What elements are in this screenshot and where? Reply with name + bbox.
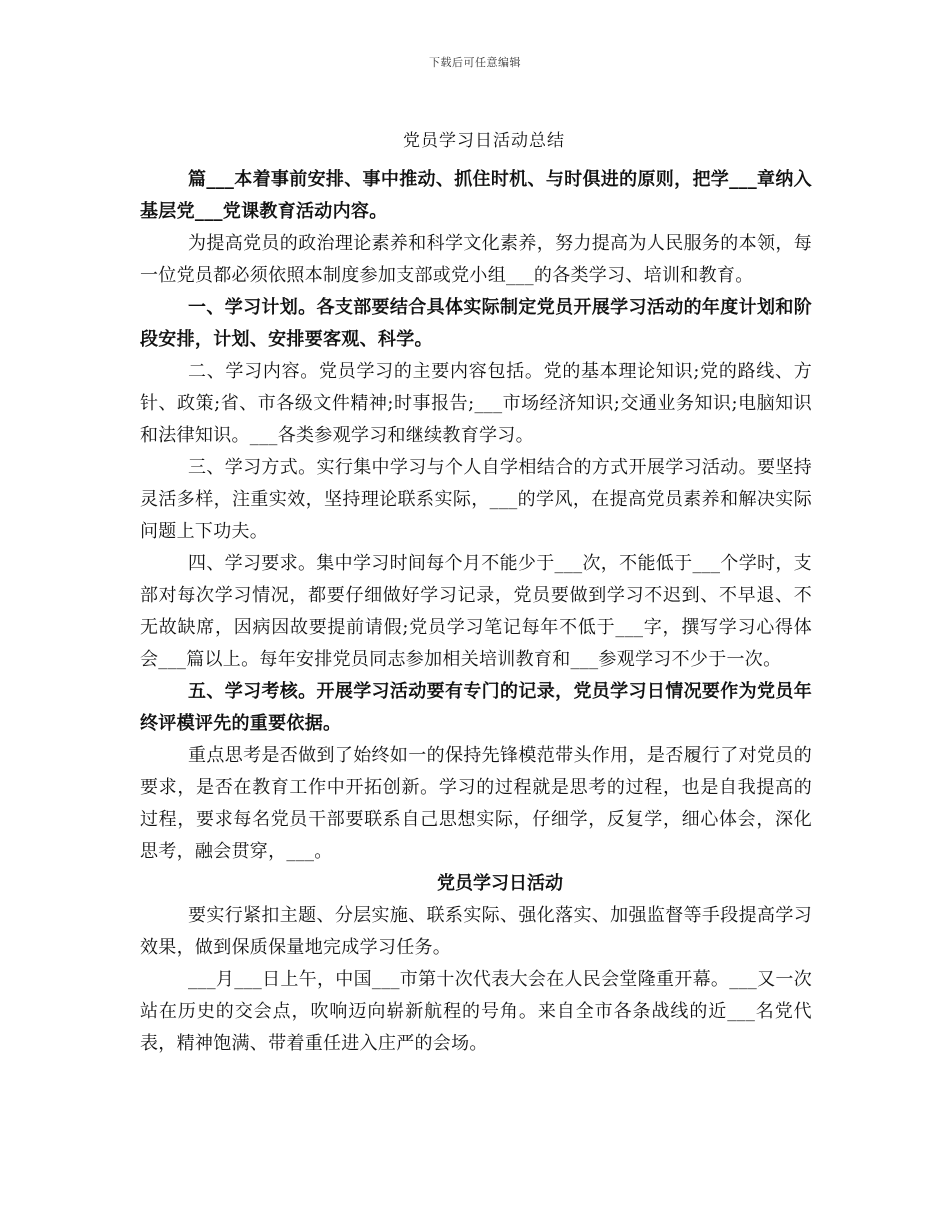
paragraph-reflection: 重点思考是否做到了始终如一的保持先锋模范带头作用，是否履行了对党员的要求，是否在教育工作中开拓创新。学习的过程就是思考的过程，也是自我提高的过程，要求每名党员干部要联系自己思想实际，仔细学，反复学，细心体会，深化思考，融会贯穿，___。	[140, 745, 812, 862]
paragraph-study-assessment: 五、学习考核。开展学习活动要有专门的记录，党员学习日情况要作为党员年终评模评先的重要依据。	[140, 681, 812, 734]
document-title: 党员学习日活动总结	[403, 131, 565, 151]
paragraph-intro: 篇___本着事前安排、事中推动、抓住时机、与时俱进的原则，把学___章纳入基层党___党课教育活动内容。	[140, 169, 812, 222]
section-subheading: 党员学习日活动	[437, 873, 563, 894]
paragraph-study-content: 二、学习内容。党员学习的主要内容包括。党的基本理论知识;党的路线、方针、政策;省、市各级文件精神;时事报告;___市场经济知识;交通业务知识;电脑知识和法律知识。___各类参观学习和继续教育学习。	[140, 361, 812, 446]
document-body	[140, 164, 812, 1060]
paragraph-implementation: 要实行紧扣主题、分层实施、联系实际、强化落实、加强监督等手段提高学习效果，做到保质保量地完成学习任务。	[140, 905, 812, 958]
paragraph-purpose: 为提高党员的政治理论素养和科学文化素养，努力提高为人民服务的本领，每一位党员都必须依照本制度参加支部或党小组___的各类学习、培训和教育。	[140, 233, 812, 286]
header-note: 下载后可任意编辑	[429, 56, 521, 69]
paragraph-study-method: 三、学习方式。实行集中学习与个人自学相结合的方式开展学习活动。要坚持灵活多样，注重实效，坚持理论联系实际，___的学风，在提高党员素养和解决实际问题上下功夫。	[140, 457, 812, 542]
paragraph-study-requirements: 四、学习要求。集中学习时间每个月不能少于___次，不能低于___个学时，支部对每次学习情况，都要仔细做好学习记录，党员要做到学习不迟到、不早退、不无故缺席，因病因故要提前请假;党员学习笔记每年不低于___字，撰写学习心得体会___篇以上。每年安排党员同志参加相关培训教育和___参观学习不少于一次。	[140, 553, 812, 670]
paragraph-study-plan: 一、学习计划。各支部要结合具体实际制定党员开展学习活动的年度计划和阶段安排，计划、安排要客观、科学。	[140, 297, 812, 350]
paragraph-congress: ___月___日上午，中国___市第十次代表大会在人民会堂隆重开幕。___又一次站在历史的交会点，吹响迈向崭新航程的号角。来自全市各条战线的近___名党代表，精神饱满、带着重任进入庄严的会场。	[140, 969, 812, 1054]
